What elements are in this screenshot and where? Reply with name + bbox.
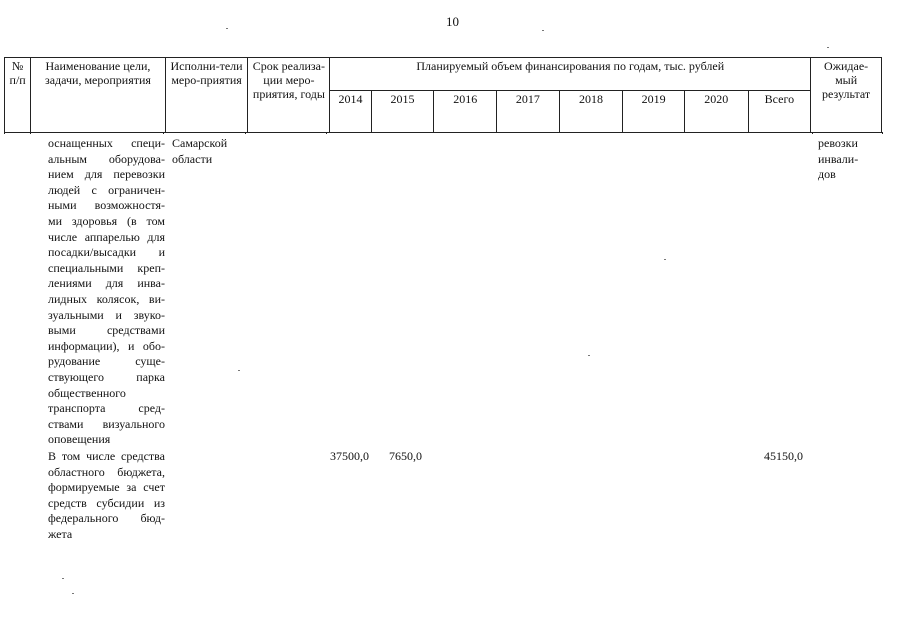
header-total: Всего (748, 91, 811, 133)
row1-name-line: числе аппарелью для (48, 229, 165, 244)
row1-name-line: альным оборудова- (48, 151, 165, 166)
border-line (812, 132, 813, 134)
scan-speck (72, 593, 74, 594)
header-number: № п/п (5, 58, 31, 133)
row1-result-line: ревозки (818, 136, 858, 150)
header-name: Наименование цели, задачи, мероприятия (31, 58, 165, 133)
row2-name-line: В том числе средства (48, 449, 165, 463)
row1-name-line: ными возможностя- (48, 198, 165, 213)
row2-name-line: федерального бюд- (48, 511, 165, 526)
row1-name-line: ствами визуального (48, 416, 165, 431)
row1-name-line: нием для перевозки (48, 167, 165, 182)
row2-name-line: областного бюджета, (48, 464, 165, 479)
row1-name-line: специальными креп- (48, 260, 165, 275)
row1-result (818, 136, 878, 183)
header-year-2015: 2015 (371, 91, 434, 133)
row1-result-line: дов (818, 167, 836, 182)
scan-speck (588, 355, 590, 356)
header-year-2019: 2019 (623, 91, 685, 133)
row1-name-line: зуальными и звуко- (48, 307, 165, 322)
scan-speck (664, 259, 666, 260)
header-year-2016: 2016 (434, 91, 497, 133)
header-funding: Планируемый объем финансирования по годам, тыс. рублей (330, 58, 811, 91)
row1-name (48, 136, 165, 448)
border-line (882, 132, 883, 134)
header-year-2014: 2014 (330, 91, 371, 133)
scan-speck (827, 47, 829, 48)
row1-name-line: рудование суще- (48, 354, 165, 369)
header-year-2018: 2018 (559, 91, 623, 133)
row1-executor-line: Самарской (172, 136, 228, 150)
row1-name-line: ми здоровья (в том (48, 213, 165, 228)
row1-name-line: ствующего парка (48, 369, 165, 384)
border-line (30, 132, 31, 134)
page-number: 10 (446, 14, 459, 29)
row2-name-line: средств субсидии из (48, 495, 165, 510)
row1-name-line: оснащенных специ- (48, 136, 165, 150)
row1-name-line: оповещения (48, 432, 111, 447)
header-result: Ожидае-мый результат (811, 58, 882, 133)
row2-value-total: 45150,0 (764, 449, 803, 463)
financing-table-header (4, 57, 882, 133)
row1-name-line: лениями для инва- (48, 276, 165, 291)
row1-name-line: информации), и обо- (48, 338, 165, 353)
scan-speck (226, 28, 228, 29)
border-line (163, 132, 164, 134)
border-line (326, 132, 327, 134)
row1-name-line: общественного (48, 385, 126, 400)
row2-name-line: жета (48, 526, 73, 541)
header-term: Срок реализа-ции меро-приятия, годы (248, 58, 330, 133)
row1-name-line: посадки/высадки и (48, 245, 165, 260)
scan-speck (62, 578, 64, 579)
header-year-2017: 2017 (497, 91, 560, 133)
header-executor: Исполни-тели меро-приятия (165, 58, 248, 133)
scan-speck (238, 370, 240, 371)
row2-value-2014: 37500,0 (330, 449, 369, 463)
row1-result-line: инвали- (818, 151, 859, 166)
row1-executor (172, 136, 246, 167)
row2-value-2015: 7650,0 (389, 449, 422, 463)
row1-name-line: выми средствами (48, 323, 165, 338)
scan-speck (542, 30, 544, 31)
row2-name (48, 449, 165, 543)
table-body (4, 132, 882, 602)
row1-name-line: лидных колясок, ви- (48, 291, 165, 306)
border-line (4, 132, 5, 134)
row1-executor-line: области (172, 151, 213, 166)
row1-name-line: людей с ограничен- (48, 182, 165, 197)
header-year-2020: 2020 (684, 91, 748, 133)
row2-name-line: формируемые за счет (48, 480, 165, 495)
border-line (245, 132, 246, 134)
row1-name-line: транспорта сред- (48, 401, 165, 416)
